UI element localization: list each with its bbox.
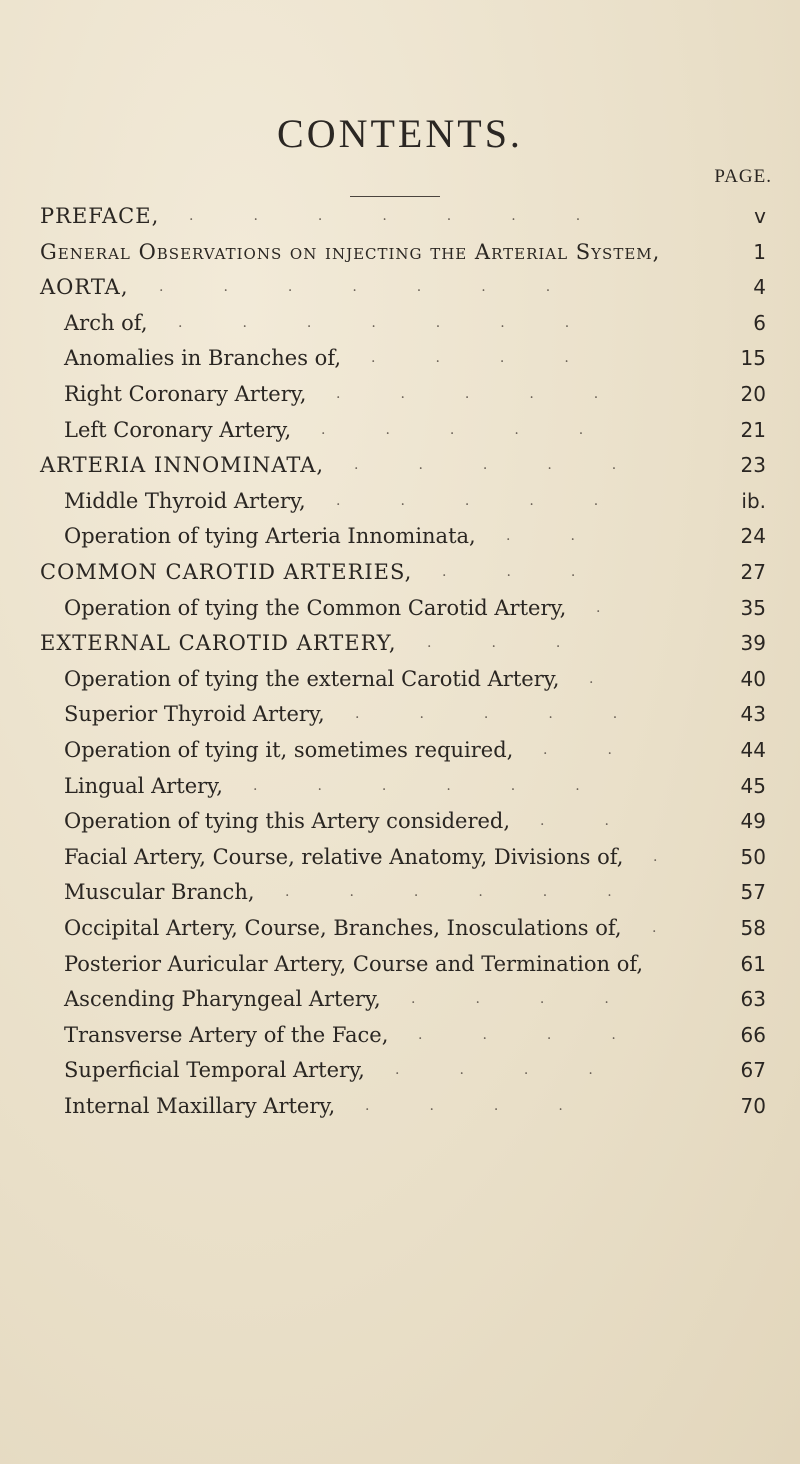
entry-label: Superior Thyroid Artery, (64, 702, 325, 727)
contents-entry (0, 374, 800, 414)
leader-dots: ... (442, 564, 636, 580)
leader-dots: ..... (355, 706, 678, 723)
entry-page-number: 1 (753, 239, 766, 264)
entry-label: Muscular Branch, (64, 880, 255, 905)
entry-label: Arch of, (64, 310, 148, 335)
entry-label: Facial Artery, Course, relative Anatomy, Divisions of, (64, 844, 624, 869)
entry-page-number: 66 (740, 1022, 766, 1047)
entry-page-number: 20 (740, 382, 766, 406)
entry-label: Operation of tying the external Carotid Artery, (64, 666, 560, 691)
contents-entry (0, 303, 800, 343)
entry-label: PREFACE, (40, 204, 160, 228)
entry-page-number: 67 (740, 1058, 766, 1083)
leader-dots: .. (540, 813, 669, 830)
page-column-header: PAGE. (714, 166, 772, 187)
contents-entry (0, 872, 800, 912)
leader-dots: .... (411, 991, 669, 1008)
contents-entry (0, 481, 800, 521)
leader-dots: ..... (336, 386, 659, 402)
entry-label: Superficial Temporal Artery, (64, 1058, 365, 1083)
entry-label: AORTA, (40, 275, 129, 300)
page-title: CONTENTS. (277, 111, 523, 156)
contents-entry (0, 944, 800, 984)
entry-page-number: 24 (740, 524, 766, 549)
contents-entry (0, 623, 800, 663)
entry-page-number: 40 (740, 666, 766, 691)
leader-dots: .. (543, 742, 672, 758)
leader-dots: .... (371, 350, 629, 367)
leader-dots: .... (365, 1098, 623, 1114)
entry-label: EXTERNAL CAROTID ARTERY, (40, 631, 397, 656)
entry-label: Right Coronary Artery, (64, 382, 307, 406)
entry-label: COMMON CAROTID ARTERIES, (40, 560, 413, 584)
contents-entry (0, 232, 800, 272)
entry-page-number: 23 (740, 453, 766, 478)
entry-page-number: 43 (740, 702, 766, 727)
entry-label: Operation of tying this Artery considered, (64, 809, 511, 834)
leader-dots: ....... (178, 314, 630, 331)
contents-entry (0, 979, 800, 1019)
entry-label: Lingual Artery, (64, 773, 223, 798)
entry-label: Anomalies in Branches of, (64, 346, 342, 371)
contents-entry (0, 908, 800, 948)
entry-label: Transverse Artery of the Face, (64, 1022, 389, 1047)
entry-page-number: 49 (740, 809, 766, 834)
contents-entry (0, 1086, 800, 1126)
leader-dots: . (653, 848, 718, 865)
leader-dots: ..... (321, 421, 644, 438)
contents-entry (0, 730, 800, 770)
contents-entry (0, 659, 800, 699)
entry-label: Operation of tying Arteria Innominata, (64, 524, 476, 549)
contents-entry (0, 445, 800, 485)
entry-page-number: 35 (740, 595, 766, 620)
contents-entry (0, 516, 800, 556)
entry-page-number: 45 (740, 773, 766, 798)
entry-label: Left Coronary Artery, (64, 417, 292, 442)
leader-dots: ...... (285, 884, 672, 901)
entry-page-number: 63 (740, 987, 766, 1012)
contents-entry (0, 588, 800, 628)
entry-page-number: 58 (740, 916, 766, 940)
leader-dots: . (589, 670, 654, 687)
contents-entry (0, 801, 800, 841)
entry-label: ARTERIA INNOMINATA, (40, 453, 325, 478)
entry-label: General Observations on injecting the Arterial System, (40, 239, 661, 264)
leader-dots: ....... (189, 208, 641, 224)
entry-page-number: 15 (740, 346, 766, 371)
entry-page-number: 21 (740, 417, 766, 442)
entry-page-number: 4 (753, 275, 766, 300)
entry-page-number: 57 (740, 880, 766, 905)
contents-entry (0, 410, 800, 450)
leader-dots: .. (506, 528, 635, 545)
contents-entry (0, 694, 800, 734)
leader-dots: ... (427, 635, 621, 652)
leader-dots: ...... (253, 777, 640, 794)
entry-label: Middle Thyroid Artery, (64, 488, 306, 513)
contents-entry (0, 552, 800, 592)
contents-entry (0, 1015, 800, 1055)
entry-page-number: 50 (740, 844, 766, 869)
entry-page-number: 70 (740, 1094, 766, 1118)
entry-label: Ascending Pharyngeal Artery, (64, 987, 381, 1012)
contents-entry (0, 267, 800, 307)
contents-entry (0, 196, 800, 236)
entry-label: Operation of tying the Common Carotid Artery, (64, 595, 567, 620)
contents-entry (0, 1050, 800, 1090)
entry-page-number: 27 (740, 560, 766, 584)
contents-entry (0, 837, 800, 877)
contents-entry (0, 766, 800, 806)
entry-label: Operation of tying it, sometimes required, (64, 738, 514, 762)
entry-page-number: 39 (740, 631, 766, 656)
entry-page-number: 44 (740, 738, 766, 762)
entry-label: Posterior Auricular Artery, Course and Termination of, (64, 951, 644, 976)
leader-dots: ..... (354, 457, 677, 474)
entry-page-number: 6 (753, 310, 766, 335)
entry-page-number: 61 (740, 951, 766, 976)
entry-label: Internal Maxillary Artery, (64, 1094, 336, 1118)
contents-entry (0, 338, 800, 378)
leader-dots: ....... (159, 279, 611, 296)
entry-page-number: ib. (741, 488, 766, 513)
leader-dots: . (652, 920, 717, 936)
leader-dots: ..... (336, 492, 659, 509)
entry-page-number: v (754, 204, 766, 228)
leader-dots: .... (395, 1062, 653, 1079)
leader-dots: .... (418, 1026, 676, 1043)
entry-label: Occipital Artery, Course, Branches, Inosculations of, (64, 916, 622, 940)
leader-dots: . (596, 599, 661, 616)
